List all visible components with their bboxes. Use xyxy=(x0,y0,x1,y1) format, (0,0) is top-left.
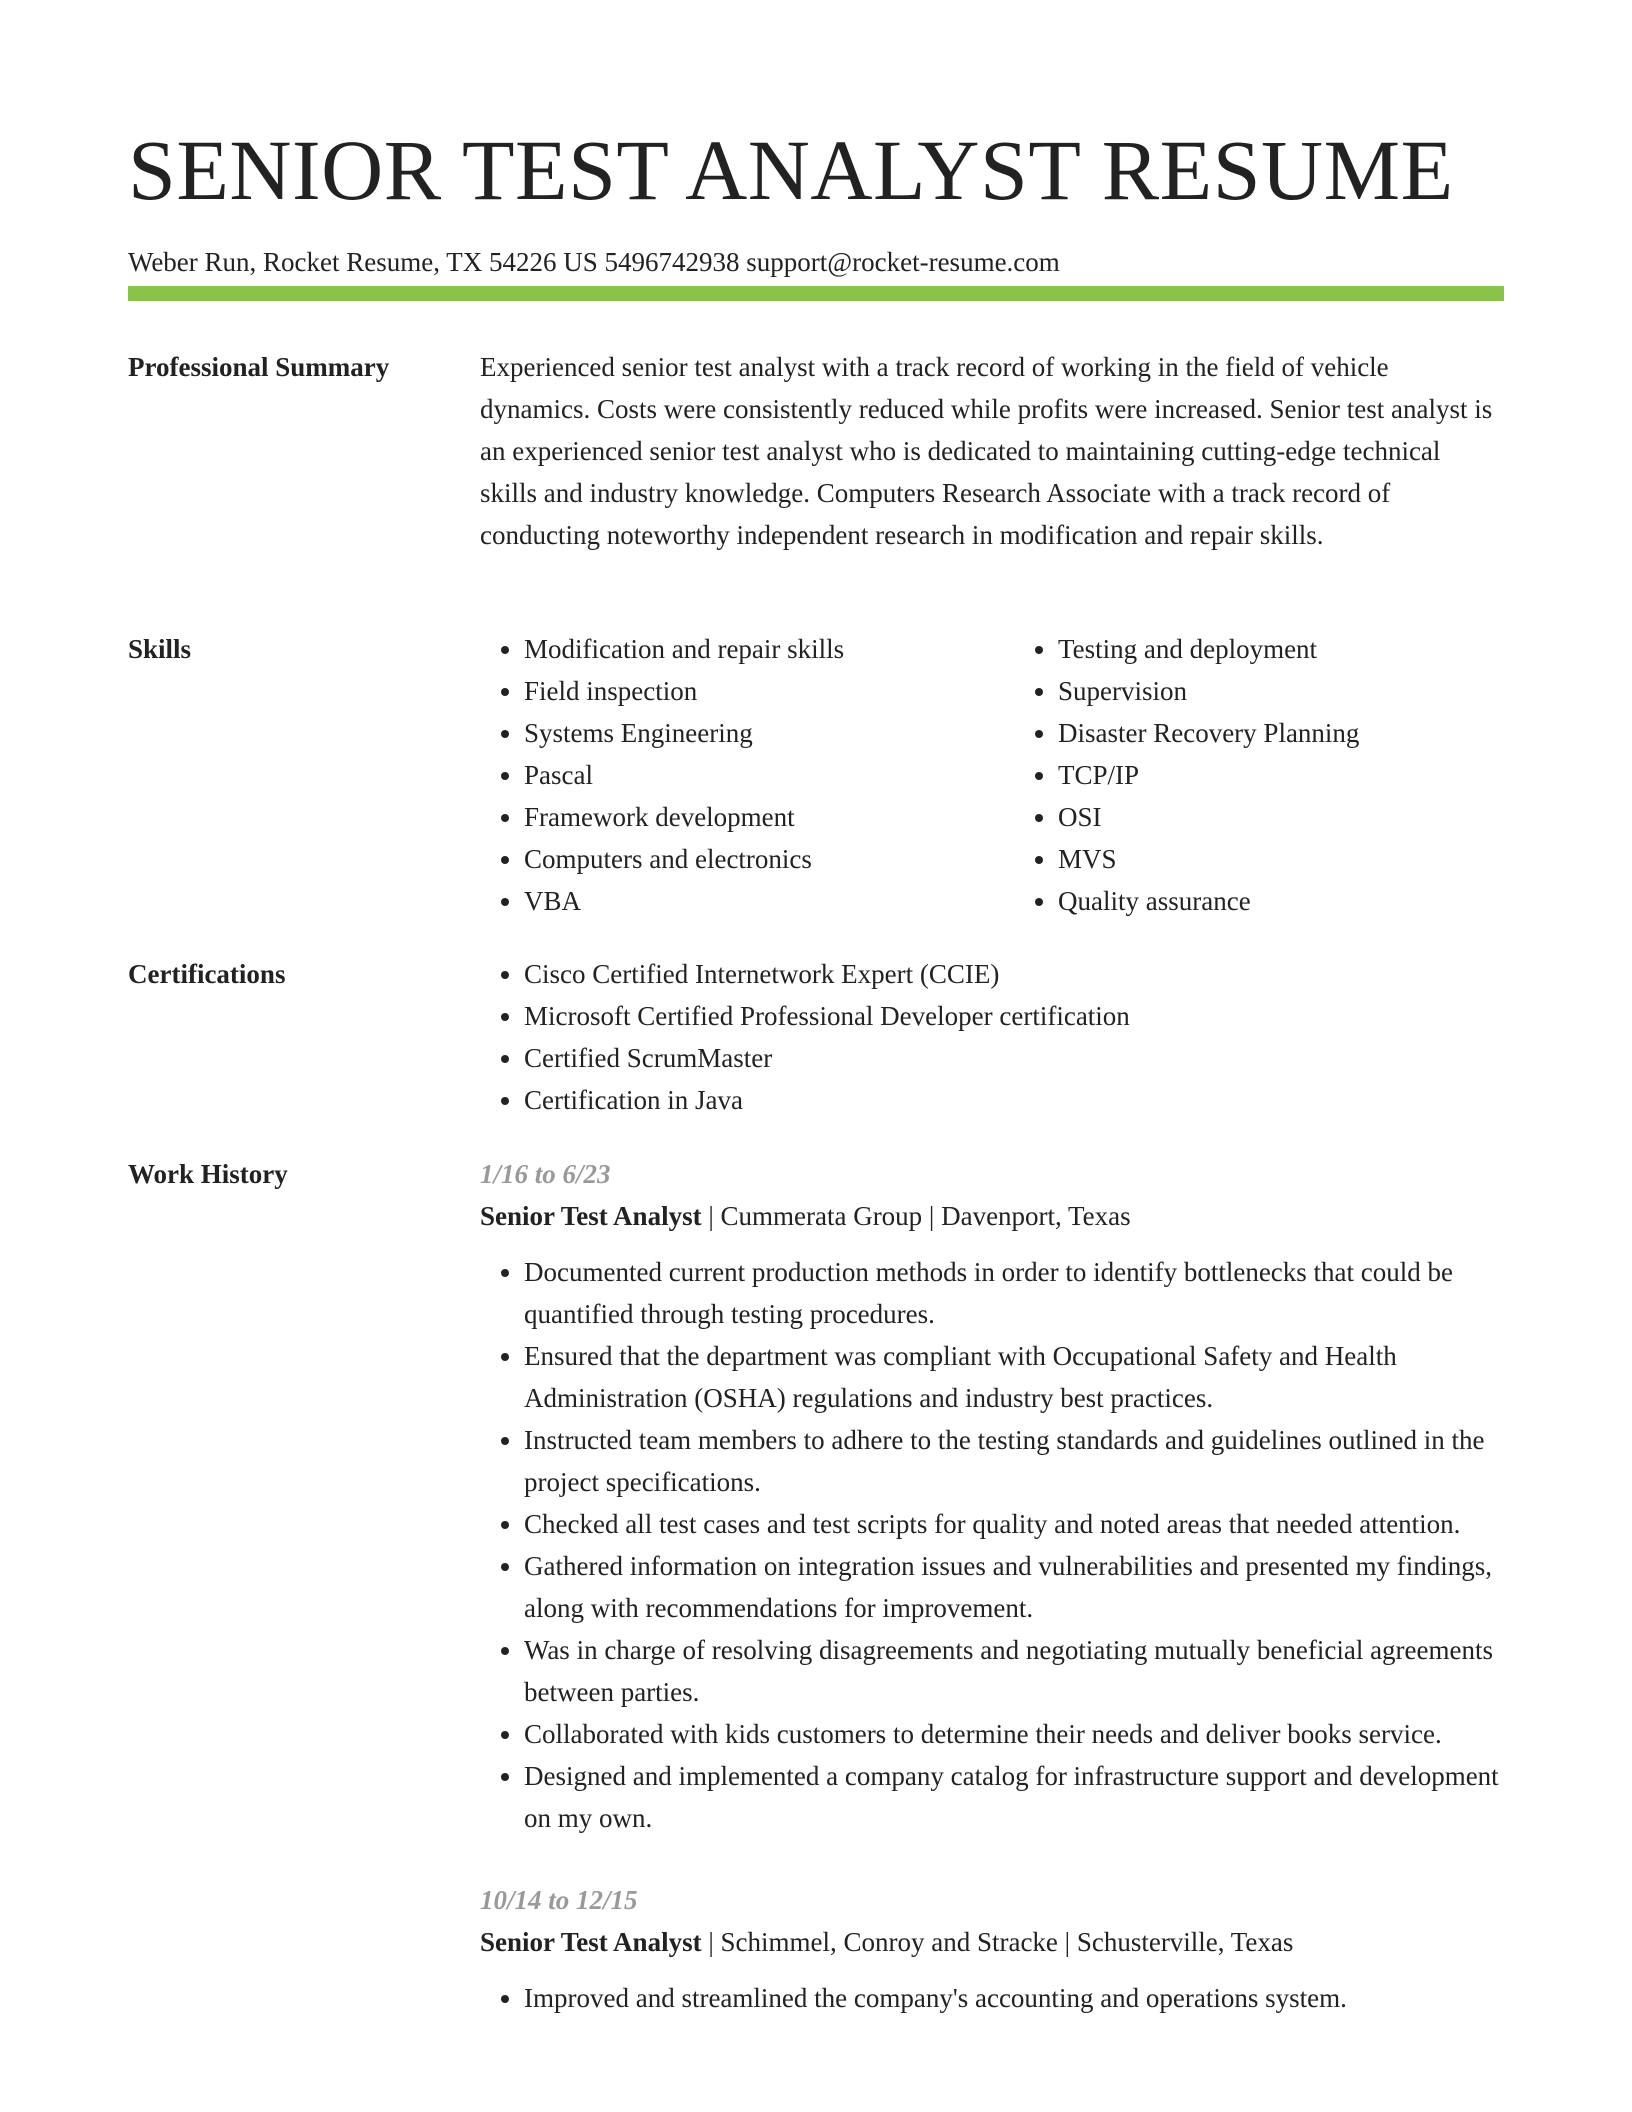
job-duty-item: • Ensured that the department was compliant with Occupational Safety and Health Administration (OSHA) regulations and industry best practices. xyxy=(524,1335,1504,1419)
job-dates: 10/14 to 12/15 xyxy=(480,1885,638,1915)
skill-item: • Field inspection xyxy=(524,670,970,712)
job-role-line xyxy=(480,1921,1504,1963)
skill-item: • Pascal xyxy=(524,754,970,796)
section-label-skills: Skills xyxy=(128,634,192,664)
job-duty-item: • Collaborated with kids customers to determine their needs and deliver books service. xyxy=(524,1713,1504,1755)
job-dates: 1/16 to 6/23 xyxy=(480,1159,611,1189)
job-title: Senior Test Analyst xyxy=(480,1927,702,1957)
skill-item: • Disaster Recovery Planning xyxy=(1058,712,1504,754)
section-label-work-history: Work History xyxy=(128,1159,288,1189)
skills-list-left xyxy=(480,628,970,922)
job-duty-item: • Designed and implemented a company catalog for infrastructure support and development on my own. xyxy=(524,1755,1504,1839)
skill-item: • Quality assurance xyxy=(1058,880,1504,922)
job-entry xyxy=(480,1153,1504,1839)
job-duty-item: • Was in charge of resolving disagreements and negotiating mutually beneficial agreements between parties. xyxy=(524,1629,1504,1713)
job-duty-item: • Instructed team members to adhere to the testing standards and guidelines outlined in the project specifications. xyxy=(524,1419,1504,1503)
skills-grid xyxy=(480,628,1504,922)
skill-item: • Systems Engineering xyxy=(524,712,970,754)
resume-header xyxy=(128,120,1504,280)
skill-item: • TCP/IP xyxy=(1058,754,1504,796)
skill-item: • Modification and repair skills xyxy=(524,628,970,670)
section-certifications xyxy=(128,953,1504,1133)
work-history-body xyxy=(480,1153,1504,2019)
summary-text: Experienced senior test analyst with a track record of working in the field of vehicle dynamics. Costs were consistently reduced while profits were increased. Senior test analyst is an experienced senior test analyst who is dedicated to maintaining cutting-edge technical skills and industry knowledge. Computers Research Associate with a track record of conducting noteworthy independent research in modification and repair skills. xyxy=(480,352,1493,550)
section-body-certifications xyxy=(480,953,1504,1121)
skill-item: • Testing and deployment xyxy=(1058,628,1504,670)
section-label-summary: Professional Summary xyxy=(128,352,390,382)
job-duty-item: • Gathered information on integration issues and vulnerabilities and presented my findings, along with recommendations for improvement. xyxy=(524,1545,1504,1629)
job-role-line xyxy=(480,1195,1504,1237)
certification-item: • Cisco Certified Internetwork Expert (CCIE) xyxy=(524,953,1504,995)
job-duty-item: • Improved and streamlined the company's accounting and operations system. xyxy=(524,1977,1504,2019)
skill-item: • VBA xyxy=(524,880,970,922)
certification-item: • Certified ScrumMaster xyxy=(524,1037,1504,1079)
skill-item: • OSI xyxy=(1058,796,1504,838)
contact-line: Weber Run, Rocket Resume, TX 54226 US 5496742938 support@rocket-resume.com xyxy=(128,247,1060,277)
job-title: Senior Test Analyst xyxy=(480,1201,702,1231)
skill-item: • Computers and electronics xyxy=(524,838,970,880)
skill-item: • MVS xyxy=(1058,838,1504,880)
skill-item: • Supervision xyxy=(1058,670,1504,712)
section-work-history xyxy=(128,1153,1504,2112)
job-duties-list xyxy=(480,1977,1504,2019)
job-duty-item: • Checked all test cases and test scripts for quality and noted areas that needed attention. xyxy=(524,1503,1504,1545)
skills-list-right xyxy=(1014,628,1504,922)
job-entry xyxy=(480,1879,1504,2019)
skill-item: • Framework development xyxy=(524,796,970,838)
certification-item: • Certification in Java xyxy=(524,1079,1504,1121)
section-skills xyxy=(128,628,1504,928)
section-body-summary xyxy=(480,346,1504,556)
section-label-certifications: Certifications xyxy=(128,959,286,989)
job-duty-item: • Documented current production methods in order to identify bottlenecks that could be quantified through testing procedures. xyxy=(524,1251,1504,1335)
job-company-location: | Cummerata Group | Davenport, Texas xyxy=(701,1201,1131,1231)
certification-item: • Microsoft Certified Professional Developer certification xyxy=(524,995,1504,1037)
job-duties-list xyxy=(480,1251,1504,1839)
resume-title: SENIOR TEST ANALYST RESUME xyxy=(128,122,1454,218)
section-professional-summary xyxy=(128,346,1504,606)
accent-divider xyxy=(128,286,1504,301)
job-company-location: | Schimmel, Conroy and Stracke | Schusterville, Texas xyxy=(701,1927,1294,1957)
certifications-list xyxy=(480,953,1504,1121)
